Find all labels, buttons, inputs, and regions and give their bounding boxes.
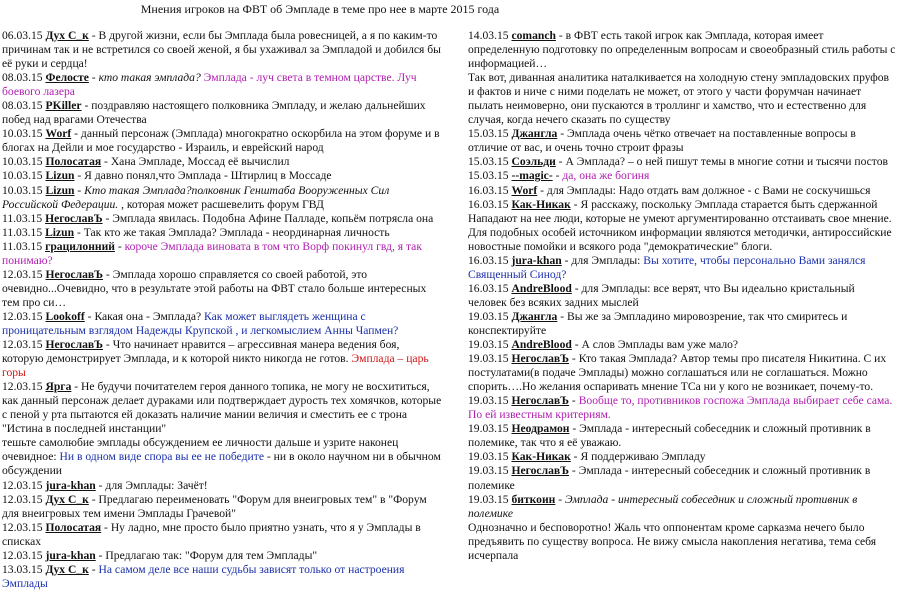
comment-author: НегославЪ: [45, 338, 104, 352]
comment-entry: 06.03.15 Дух С_к - В другой жизни, если бы Эмплада была ровесницей, а я по каким-то причинам так и не встретился со своей женой, я бы ухаживал за Эмпладой и добился бы её руки и сердца!: [2, 29, 441, 71]
comment-date: 19.03.15: [468, 450, 509, 464]
comment-text: Ну ладно, мне просто было приятно узнать, что я у Эмплады в списках: [2, 520, 421, 548]
comment-author: Worf: [45, 127, 72, 141]
comment-author: Lookoff: [45, 309, 85, 323]
comment-entry: 16.03.15 Как-Никак - Я расскажу, поскольку Эмплада старается быть сдержанной Нападают на нее люди, которые не умеют аргументированно отстаивать свое мнение. Для подобных особей источником информации являются методички, антироссийские новостные помойки и всякого рода "демократические" блоги.: [468, 197, 892, 253]
comment-author: Неодрамон: [511, 422, 570, 436]
comment-text: Эмплада хорошо справляется со своей работой, это очевидно...Очевидно, что в результате этой работы на ФВТ стало больше интересных тем про си…: [2, 267, 427, 309]
comment-entry: 12.03.15 Дух С_к - Предлагаю переименовать "Форум для внеигровых тем" в "Форум для внеигровых тем имени Эмплады Грачевой": [2, 492, 427, 520]
comment-date: 19.03.15: [468, 338, 509, 352]
comment-text: тешьте самолюбие эмплады обсуждением ее личности дальше и узрите наконец очевидное:: [2, 436, 399, 464]
comment-author: биткоин: [511, 492, 556, 506]
comment-text: Какая она - Эмплада?: [94, 309, 202, 323]
comment-date: 11.03.15: [2, 239, 43, 253]
comment-text: данный персонаж (Эмплада) многократно оскорбила на этом форуме и в блогах на Дейли и мое государство - Израиль, и еврейский народ: [2, 127, 440, 155]
comment-date: 10.03.15: [2, 183, 43, 197]
comment-entry: 19.03.15 Неодрамон - Эмплада - интересный собеседник и сложный противник в полемике, так что я её уважаю.: [468, 422, 871, 450]
comment-date: 10.03.15: [2, 127, 43, 141]
comment-text: Я поддерживаю Эмпладу: [580, 450, 706, 464]
comment-entry: 13.03.15 Дух С_к - На самом деле все наши судьбы зависят только от настроения Эмплады: [2, 562, 405, 590]
comment-date: 16.03.15: [468, 253, 509, 267]
comment-text: Хана Эмпладе, Моссад её вычислил: [110, 155, 290, 169]
comment-author: Фелосте: [45, 71, 89, 85]
comment-author: Дух С_к: [45, 29, 89, 42]
comment-date: 15.03.15: [468, 169, 509, 183]
comment-author: НегославЪ: [45, 267, 104, 281]
comment-author: Lizun: [45, 169, 75, 183]
comment-entry: 19.03.15 AndreBlood - А слов Эмплады вам уже мало?: [468, 338, 739, 352]
comment-entry: 12.03.15 jura-khan - Предлагаю так: "Форум для тем Эмплады": [2, 548, 318, 562]
comment-author: PKiller: [45, 99, 82, 113]
comment-author: Lizun: [45, 183, 75, 197]
comment-author: Полосатая: [45, 520, 102, 534]
comment-entry: 12.03.15 jura-khan - для Эмплады: Зачёт!: [2, 478, 208, 492]
comment-entry: 16.03.15 AndreBlood - для Эмплады: все верят, что Вы идеально кристальный человек без всяких задних мыслей: [468, 281, 855, 309]
comment-date: 19.03.15: [468, 394, 509, 408]
comment-author: jura-khan: [45, 548, 96, 562]
comment-entry: 15.03.15 --magic- - да, она же богиня: [468, 169, 650, 183]
comment-entry: 19.03.15 Как-Никак - Я поддерживаю Эмпладу: [468, 450, 706, 464]
comment-entry: 10.03.15 Worf - данный персонаж (Эмплада) многократно оскорбила на этом форуме и в блогах на Дейли и мое государство - Израиль, и еврейский народ: [2, 127, 440, 155]
comment-date: 12.03.15: [2, 309, 43, 323]
comment-author: НегославЪ: [511, 394, 570, 408]
comment-text: Так вот, диванная аналитика наталкивается на холодную стену эмпладовских пруфов и фактов и ниче с ними поделать не может, от этого у части форумчан начинает пылать неимоверно, они пускаются в троллинг и хамство, что и естественно для случая, когда нечего сказать по существу: [468, 71, 890, 127]
comment-text: А слов Эмплады вам уже мало?: [581, 338, 739, 352]
comment-date: 14.03.15: [468, 29, 509, 42]
comment-author: Джангла: [511, 309, 558, 323]
comment-date: 08.03.15: [2, 99, 43, 113]
comment-author: грацилонний: [45, 239, 115, 253]
comment-text: Вы же за Эмпладино мировозрение, так что смиритесь и конспектируйте: [468, 309, 848, 337]
comment-date: 13.03.15: [2, 562, 43, 576]
comment-date: 12.03.15: [2, 478, 43, 492]
comment-author: НегославЪ: [511, 352, 570, 366]
comment-date: 11.03.15: [2, 225, 43, 239]
comment-highlight: , которая может расшевелить форум ГВД: [121, 197, 324, 211]
comment-date: 19.03.15: [468, 422, 509, 436]
comment-entry: 19.03.15 НегославЪ - Кто такая Эмплада? Автор темы про писателя Никитина. С их постулатами(в подаче Эмплады) можно соглашаться или не соглашаться. Можно спорить….Но желания оспаривать мнение ТСа ни у кого не возникает, почему-то.: [468, 352, 887, 394]
comment-entry: 19.03.15 Джангла - Вы же за Эмпладино мировозрение, так что смиритесь и конспектируйте: [468, 309, 848, 337]
comment-entry: 11.03.15 Lizun - Так кто же такая Эмплада? Эмплада - неординарная личность: [2, 225, 390, 239]
comment-entry: 08.03.15 Фелосте - кто такая эмплада? Эмплада - луч света в темном царстве. Луч боевого лазера: [2, 71, 417, 99]
comment-date: 12.03.15: [2, 548, 43, 562]
comment-author: Дух С_к: [45, 562, 89, 576]
comment-text: Не будучи почитателем героя данного топика, не могу не восхититься, как данный персонаж делает дураками или подтверждает дурость тех хомячков, которые с пеной у рта пытаются ей доказать наличие мании величия и сместить ее с трона "Истина в последней инстанции": [2, 380, 442, 436]
comment-entry: 11.03.15 грацилонний - короче Эмплада виновата в том что Ворф покинул гвд, я так понимаю?: [2, 239, 422, 267]
comment-entry: [2, 436, 442, 478]
comment-entry: 15.03.15 Соэльди - А Эмплада? – о ней пишут темы в многие сотни и тысячи постов: [468, 155, 888, 169]
comment-text: Эмплада очень чётко отвечает на поставленные вопросы в отличие от вас, и очень точно строит фразы: [468, 127, 856, 155]
right-column: [468, 29, 896, 563]
comment-author: НегославЪ: [45, 211, 103, 225]
comment-entry: 08.03.15 PKiller - поздравляю настоящего полковника Эмпладу, и желаю дальнейших побед над врагами Отечества: [2, 99, 426, 127]
comment-date: 11.03.15: [2, 211, 43, 225]
comment-text: Эмплада явилась. Подобна Афине Палладе, копьём потрясла она: [112, 211, 434, 225]
comment-date: 08.03.15: [2, 71, 43, 85]
comment-date: 19.03.15: [468, 352, 509, 366]
comment-text: - ни в около научном ни в обычном обсуждении: [2, 450, 441, 478]
comment-entry: [468, 71, 896, 127]
comment-text: поздравляю настоящего полковника Эмпладу, и желаю дальнейших побед над врагами Отечества: [2, 99, 426, 127]
comment-author: comanch: [511, 29, 556, 42]
comment-date: 10.03.15: [2, 169, 43, 183]
comment-entry: 19.03.15 НегославЪ - Эмплада - интересный собеседник и сложный противник в полемике: [468, 464, 871, 492]
comment-author: Соэльди: [511, 155, 556, 169]
comment-author: --magic-: [511, 169, 553, 183]
comment-date: 12.03.15: [2, 492, 43, 506]
comment-text: да, она же богиня: [562, 169, 650, 183]
comment-author: jura-khan: [45, 478, 96, 492]
comment-author: Дух С_к: [45, 492, 89, 506]
comment-entry: 10.03.15 Lizun - Кто такая Эмплада?полковник Генштаба Вооруженных Сил Российской Федерации. , которая может расшевелить форум ГВД: [2, 183, 390, 211]
comment-text: для Эмплады:: [571, 253, 641, 267]
comment-entry: 12.03.15 Lookoff - Какая она - Эмплада? Как может выглядеть женщина с проницательным взглядом Надежды Крупской , и легкомыслием Анны Чапмен?: [2, 309, 399, 337]
comment-date: 19.03.15: [468, 492, 509, 506]
comment-highlight: Как может выглядеть женщина с проницательным взглядом Надежды Крупской , и легкомыслием Анны Чапмен?: [2, 309, 399, 337]
comment-author: AndreBlood: [511, 281, 572, 295]
comment-date: 12.03.15: [2, 520, 43, 534]
comment-date: 16.03.15: [468, 183, 509, 197]
comment-text: Кто такая Эмплада?полковник Генштаба Вооруженных Сил Российской Федерации.: [2, 183, 390, 211]
comment-text: Эмплада - интересный собеседник и сложный противник в полемике, так что я её уважаю.: [468, 422, 871, 450]
comment-text: Кто такая Эмплада? Автор темы про писателя Никитина. С их постулатами(в подаче Эмплады) можно соглашаться или не соглашаться. Можно спорить….Но желания оспаривать мнение ТСа ни у кого не возникает, почему-то.: [468, 352, 887, 394]
comment-text: Я расскажу, поскольку Эмплада старается быть сдержанной Нападают на нее люди, которые не умеют аргументированно отстаивать свое мнение. Для подобных особей источником информации являются методички, антироссийские новостные помойки и всякого рода "демократические" блоги.: [468, 197, 892, 253]
comment-text: Эмплада - интересный собеседник и сложный противник в полемике: [468, 464, 871, 492]
comment-text: А Эмплада? – о ней пишут темы в многие сотни и тысячи постов: [565, 155, 888, 169]
comment-text: На самом деле все наши судьбы зависят только от настроения Эмплады: [2, 562, 405, 590]
comment-date: 19.03.15: [468, 464, 509, 478]
comment-author: НегославЪ: [511, 464, 570, 478]
comment-entry: 16.03.15 jura-khan - для Эмплады: Вы хотите, чтобы персонально Вами занялся Священный Синод?: [468, 253, 866, 281]
comment-entry: 10.03.15 Полосатая - Хана Эмпладе, Моссад её вычислил: [2, 155, 290, 169]
comment-date: 19.03.15: [468, 309, 509, 323]
comment-date: 12.03.15: [2, 338, 43, 352]
comment-entry: 14.03.15 comanch - в ФВТ есть такой игрок как Эмплада, которая имеет определенную подготовку по определенным вопросам и своеобразный стиль работы с информацией…: [468, 29, 896, 71]
comment-date: 16.03.15: [468, 281, 509, 295]
comment-text: Так кто же такая Эмплада? Эмплада - неординарная личность: [83, 225, 390, 239]
comment-date: 15.03.15: [468, 127, 509, 141]
comment-author: Полосатая: [45, 155, 102, 169]
comment-date: 10.03.15: [2, 155, 43, 169]
comment-highlight: Эмплада - луч света в темном царстве. Луч боевого лазера: [2, 71, 417, 99]
comment-entry: 19.03.15 НегославЪ - Вообще то, противников госпожа Эмплада выбирает себе сама. По ей известным критериям.: [468, 394, 893, 422]
comment-text: Предлагаю так: "Форум для тем Эмплады": [105, 548, 318, 562]
comment-entry: 19.03.15 биткоин - Эмплада - интересный собеседник и сложный противник в полемике: [468, 492, 858, 520]
comment-date: 12.03.15: [2, 380, 43, 394]
comment-text: для Эмплады: Надо отдать вам должное - с Вами не соскучишься: [546, 183, 871, 197]
comment-entry: 15.03.15 Джангла - Эмплада очень чётко отвечает на поставленные вопросы в отличие от вас, и очень точно строит фразы: [468, 127, 856, 155]
comment-text: Эмплада - интересный собеседник и сложный противник в полемике: [468, 492, 858, 520]
comment-text: Вообще то, противников госпожа Эмплада выбирает себе сама. По ей известным критериям.: [468, 394, 893, 422]
page-title: Мнения игроков на ФВТ об Эмпладе в теме про нее в марте 2015 года: [140, 2, 500, 16]
comment-text: Предлагаю переименовать "Форум для внеигровых тем" в "Форум для внеигровых тем имени Эмплады Грачевой": [2, 492, 427, 520]
comment-text: для Эмплады: Зачёт!: [105, 478, 208, 492]
comment-text: Что начинает нравится – агрессивная манера ведения боя, которую демонстрирует Эмплада, и к которой никто никогда не готов.: [2, 338, 400, 366]
comment-entry: 11.03.15 НегославЪ - Эмплада явилась. Подобна Афине Палладе, копьём потрясла она: [2, 211, 434, 225]
comment-date: 12.03.15: [2, 267, 43, 281]
comment-entry: 12.03.15 НегославЪ - Эмплада хорошо справляется со своей работой, это очевидно...Очевидно, что в результате этой работы на ФВТ стало больше интересных тем про си…: [2, 267, 427, 309]
comment-author: Как-Никак: [511, 197, 571, 211]
comment-highlight: Эмплада – царь горы: [2, 352, 429, 380]
comment-date: 15.03.15: [468, 155, 509, 169]
comment-text: В другой жизни, если бы Эмплада была ровесницей, а я по каким-то причинам так и не встретился со своей женой, я бы ухаживал за Эмпладой и добился бы её руки и сердца!: [2, 29, 441, 71]
comment-author: Как-Никак: [511, 450, 571, 464]
comment-text: кто такая эмплада?: [98, 71, 201, 85]
comment-date: 06.03.15: [2, 29, 43, 42]
comment-text: в ФВТ есть такой игрок как Эмплада, которая имеет определенную подготовку по определенным вопросам и своеобразный стиль работы с информацией…: [468, 29, 896, 71]
comment-entry: [468, 521, 896, 563]
comment-entry: 16.03.15 Worf - для Эмплады: Надо отдать вам должное - с Вами не соскучишься: [468, 183, 871, 197]
comment-text: короче Эмплада виновата в том что Ворф покинул гвд, я так понимаю?: [2, 239, 422, 267]
comment-entry: 12.03.15 НегославЪ - Что начинает нравится – агрессивная манера ведения боя, которую демонстрирует Эмплада, и к которой никто никогда не готов. Эмплада – царь горы: [2, 338, 429, 380]
comment-author: Ярга: [45, 380, 72, 394]
comment-date: 16.03.15: [468, 197, 509, 211]
left-column: [2, 29, 442, 591]
comment-entry: 12.03.15 Полосатая - Ну ладно, мне просто было приятно узнать, что я у Эмплады в списках: [2, 520, 421, 548]
comment-author: Lizun: [45, 225, 75, 239]
comment-highlight: Ни в одном виде спора вы ее не победите: [59, 450, 264, 464]
comment-author: jura-khan: [511, 253, 562, 267]
comment-text: Я давно понял,что Эмплада - Штирлиц в Моссаде: [84, 169, 332, 183]
comment-author: Worf: [511, 183, 538, 197]
comment-entry: 12.03.15 Ярга - Не будучи почитателем героя данного топика, не могу не восхититься, как данный персонаж делает дураками или подтверждает дурость тех хомячков, которые с пеной у рта пытаются ей доказать наличие мании величия и сместить ее с трона "Истина в последней инстанции": [2, 380, 442, 436]
comment-author: AndreBlood: [511, 338, 572, 352]
comment-entry: 10.03.15 Lizun - Я давно понял,что Эмплада - Штирлиц в Моссаде: [2, 169, 332, 183]
comment-highlight: Вы хотите, чтобы персонально Вами занялся Священный Синод?: [468, 253, 866, 281]
comment-text: для Эмплады: все верят, что Вы идеально кристальный человек без всяких задних мыслей: [468, 281, 855, 309]
comment-text: Однозначно и бесповоротно! Жаль что оппонентам кроме сарказма нечего было предъявить по существу вопроса. Не вижу смысла накопления негатива, тема себя исчерпала: [468, 520, 877, 562]
comment-author: Джангла: [511, 127, 558, 141]
